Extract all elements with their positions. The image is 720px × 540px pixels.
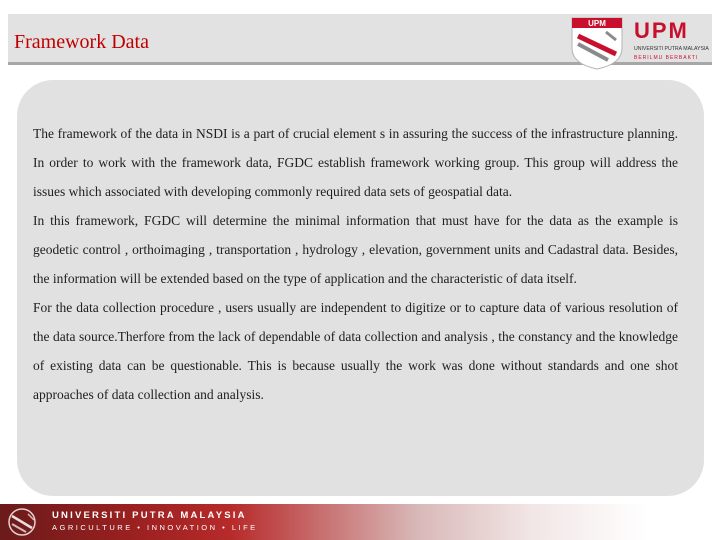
- brand-tagline: UNIVERSITI PUTRA MALAYSIA: [634, 46, 709, 52]
- paragraph-3: For the data collection procedure , users usually are independent to digitize or to capture data of various resolution of the data source.Therfore from the lack of dependable of data collection and analysis , the constancy and the knowledge of existing data can be questionable. This is because usually the work was done without standards and one shot approaches of data collection and analysis.: [33, 300, 678, 402]
- paragraph-2: In this framework, FGDC will determine the minimal information that must have for the data as the example is geodetic control , orthoimaging , transportation , hydrology , elevation, government units and Cadastral data. Besides, the information will be extended based on the type of application and the characteristic of data itself.: [33, 213, 678, 286]
- shield-text: UPM: [588, 19, 606, 28]
- footer-motto: AGRICULTURE • INNOVATION • LIFE: [52, 523, 258, 532]
- brand-motto: BERILMU BERBAKTI: [634, 55, 699, 61]
- body-text: [33, 119, 678, 409]
- upm-emblem-icon: [4, 506, 40, 538]
- upm-logo: [566, 14, 716, 70]
- page-title: Framework Data: [14, 31, 149, 53]
- paragraph-1: The framework of the data in NSDI is a part of crucial element s in assuring the success of the infrastructure planning. In order to work with the framework data, FGDC establish framework working group. This group will address the issues which associated with developing commonly required data sets of geospatial data.: [33, 126, 678, 199]
- upm-shield-icon: [572, 18, 622, 69]
- footer-university-name: UNIVERSITI PUTRA MALAYSIA: [52, 510, 247, 521]
- brand-text: UPM: [634, 18, 689, 43]
